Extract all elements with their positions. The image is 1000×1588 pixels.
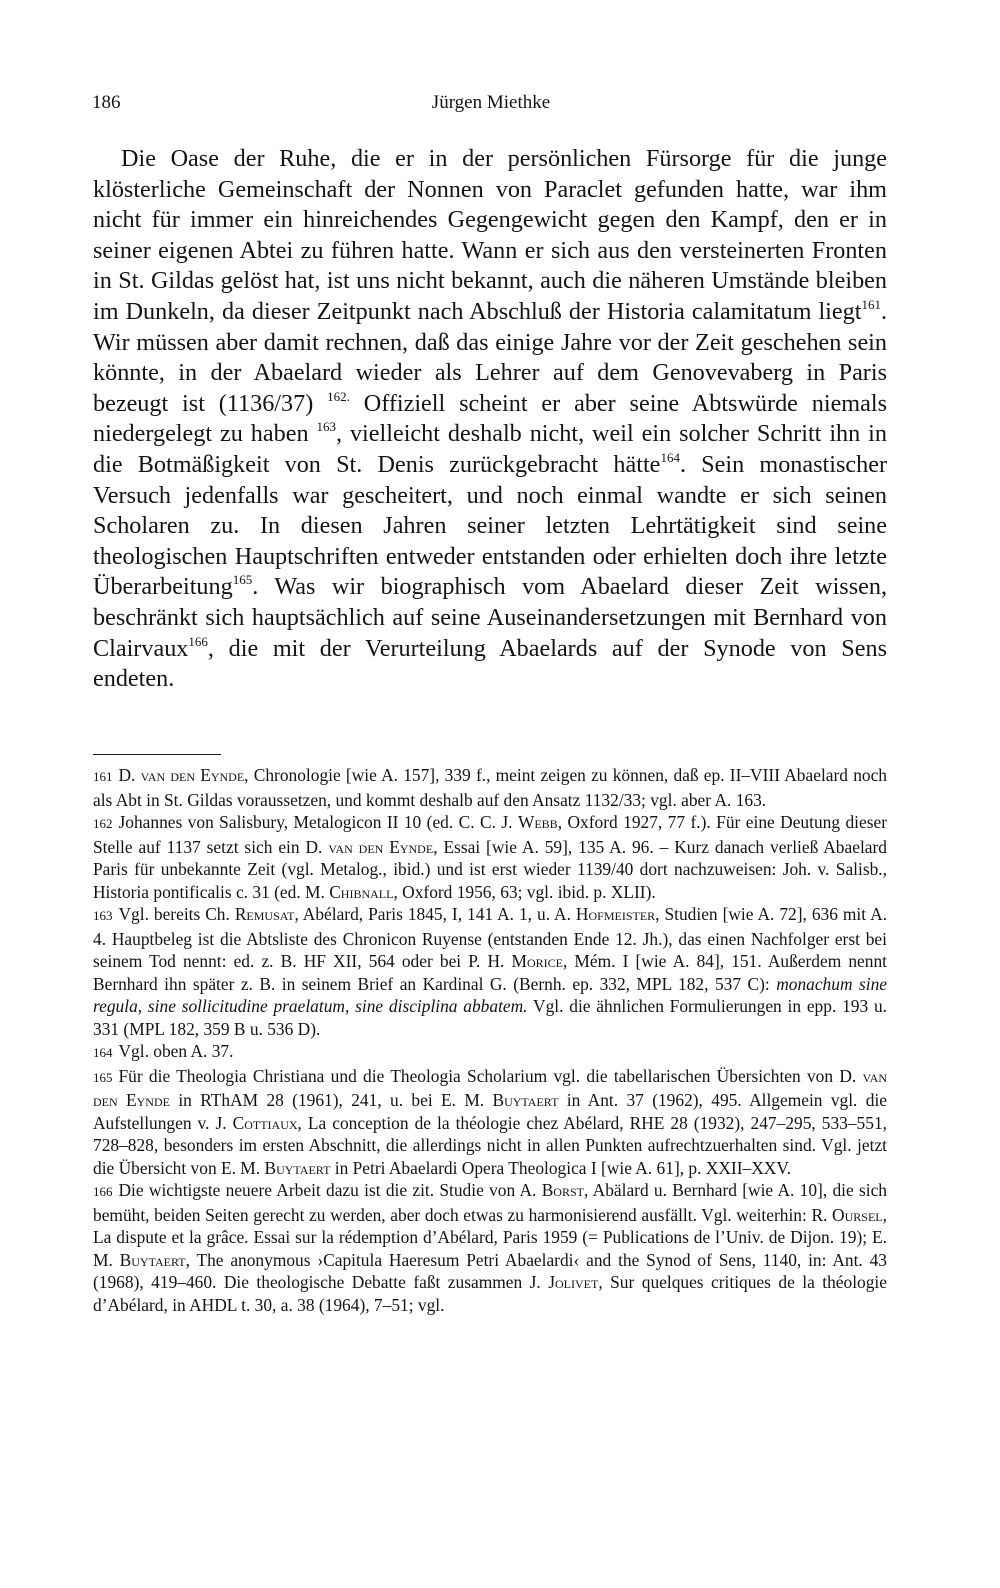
footnote-text: Vgl. oben A. 37.	[118, 1041, 234, 1061]
footnote-text: , Oxford 1927, 77 f.). Für eine Deutung dieser Stelle auf 1137 setzt sich ein D.	[93, 812, 887, 857]
footnote-ref: 166	[188, 633, 208, 649]
footnote-text: Johannes von Salisbury, Metalogicon II 10 (ed. C. C. J.	[118, 812, 513, 832]
page-number: 186	[92, 92, 121, 113]
footnote-163	[93, 903, 887, 1040]
footnote-number: 163	[93, 908, 113, 923]
footnote-text: , La dispute et la grâce. Essai sur la rédemption d’Abélard, Paris 1959 (= Publications de l’Univ. de Dijon. 19); E. M.	[93, 1204, 887, 1270]
footnote-ref: 163	[316, 419, 336, 435]
body-text-segment: . Sein monastischer Versuch jedenfalls war gescheitert, und noch einmal wandte er sich seinen Scholaren zu. In diesen Jahren seiner letzten Lehrtätigkeit sind seine theologischen Hauptschriften entweder entstanden oder erhielten doch ihre letzte Überarbeitung	[93, 450, 888, 601]
author-name: Remusat	[234, 904, 295, 924]
latin-quote-emphasis: sine disciplina abbatem.	[355, 996, 528, 1016]
footnote-164	[93, 1040, 887, 1065]
footnote-162	[93, 811, 887, 903]
footnote-number: 162	[93, 816, 113, 831]
footnote-number: 165	[93, 1069, 113, 1085]
footnote-text: , Abélard, Paris 1845, I, 141 A. 1, u. A.	[294, 904, 571, 924]
footnote-text: , Sur quelques critiques de la théologie d’Abélard, in AHDL t. 30, a. 38 (1964), 7–51; vgl.	[93, 1272, 887, 1315]
author-name: Buytaert	[492, 1090, 559, 1110]
footnote-number: 166	[93, 1184, 113, 1199]
footnotes	[93, 764, 887, 1316]
footnote-ref: 162.	[327, 388, 350, 404]
body-text-segment: Die Oase der Ruhe, die er in der persönlichen Fürsorge für die junge klösterliche Gemeinschaft der Nonnen von Paraclet gefunden hatte, war ihm nicht für immer ein hinreichendes Gegengewicht gegen den Kampf, den er in seiner eigenen Abtei zu führen hatte. Wann er sich aus den versteinerten Fronten in St. Gildas gelöst hat, ist uns nicht bekannt, auch die näheren Umstände bleiben im Dunkeln, da dieser Zeitpunkt nach Abschluß der Historia calamitatum liegt	[93, 145, 887, 325]
author-name: Jolivet	[548, 1272, 599, 1292]
author-name: van den Eynde	[328, 836, 434, 857]
body-text-segment: . Was wir biographisch vom Abaelard dieser Zeit wissen, beschränkt sich hauptsächlich auf seine Auseinandersetzungen mit Bernhard von Clairvaux	[93, 573, 887, 662]
footnote-161	[93, 764, 887, 811]
author-name: Webb	[517, 812, 558, 832]
footnote-text: , Oxford 1956, 63; vgl. ibid. p. XLII).	[393, 881, 656, 902]
footnote-text: D.	[118, 765, 136, 785]
footnote-text: Vgl. bereits Ch.	[118, 904, 230, 924]
page-header	[92, 92, 890, 116]
author-name: Hofmeister	[575, 904, 656, 924]
footnote-text: Die wichtigste neuere Arbeit dazu ist die zit. Studie von A.	[118, 1180, 537, 1200]
footnote-divider	[93, 754, 221, 755]
body-text-segment: Offiziell scheint er aber seine Abtswürde niemals niedergelegt zu haben	[93, 389, 887, 448]
footnote-number: 164	[93, 1045, 113, 1060]
author-name: Oursel	[832, 1204, 883, 1225]
footnote-text: in Petri Abaelardi Opera Theologica I [wie A. 61], p. XXII–XXV.	[334, 1157, 791, 1178]
author-name: Borst	[541, 1180, 584, 1200]
author-name: Buytaert	[264, 1157, 331, 1178]
author-name: Buytaert	[119, 1249, 186, 1270]
author-name: Chibnall	[329, 881, 394, 902]
footnote-ref: 164	[660, 449, 680, 465]
footnote-text: in Ant. 37 (1962), 495. Allgemein vgl. die Aufstellungen v. J.	[93, 1090, 887, 1133]
footnote-ref: 161	[861, 296, 881, 312]
footnote-ref: 165	[232, 572, 253, 588]
footnote-165	[93, 1065, 887, 1180]
footnote-text: , Studien [wie A. 72], 636 mit A. 4. Hauptbeleg ist die Abtsliste des Chronicon Ruyense (entstanden Ende 12. Jh.), das einen Nachfolger erst bei seinem Tod nennt: ed. z. B. HF XII, 564 oder bei P. H.	[93, 904, 887, 971]
footnote-text: , Mém. I [wie A. 84], 151. Außerdem nennt Bernhard ihn später z. B. in seinem Brief an Kardinal G. (Bernh. ep. 332, MPL 182, 537 C):	[93, 951, 887, 994]
author-name: van den Eynde	[93, 1065, 887, 1110]
footnote-number: 161	[93, 769, 113, 784]
footnote-text: , The anonymous ›Capitula Haeresum Petri Abaelardi‹ and the Synod of Sens, 1140, in: Ant. 43 (1968), 419–460. Die theologische Debatte faßt zusammen J.	[93, 1249, 887, 1292]
footnote-text: , La conception de la théologie chez Abélard, RHE 28 (1932), 247–295, 533–551, 728–828, besonders im ersten Abschnitt, die allerdings nicht in allen Punkten aufrechtzuerhalten sind. Vgl. jetzt die Übersicht von E. M.	[93, 1112, 887, 1178]
author-name: van den Eynde	[140, 765, 245, 785]
body-text-segment: , die mit der Verurteilung Abaelards auf der Synode von Sens endeten.	[93, 634, 887, 693]
footnote-text: in RThAM 28 (1961), 241, u. bei E. M.	[178, 1090, 485, 1110]
author-name: Cottiaux	[232, 1112, 298, 1133]
footnote-text: Vgl. die ähnlichen Formulierungen in epp. 193 u. 331 (MPL 182, 359 B u. 536 D).	[93, 996, 887, 1039]
footnote-text: , Essai [wie A. 59], 135 A. 96. – Kurz danach verließ Abaelard Paris für unbekannte Zeit (vgl. Metalog., ibid.) und ist erst wieder 1139/40 dort nachzuweisen: Joh. v. Salisb., Historia pontificalis c. 31 (ed. M.	[93, 836, 887, 902]
body-text-segment: , vielleicht deshalb nicht, weil ein solcher Schritt ihn in die Botmäßigkeit von St. Denis zurückgebracht hätte	[93, 420, 887, 478]
main-paragraph	[93, 144, 887, 695]
latin-quote: monachum sine regula, sine sollicitudine praelatum,	[93, 973, 887, 1016]
footnote-text: , Abälard u. Bernhard [wie A. 10], die sich bemüht, beiden Seiten gerecht zu werden, aber doch etwas zu harmonisierend ausfällt. Vgl. weiterhin: R.	[93, 1180, 887, 1225]
body-text-segment: . Wir müssen aber damit rechnen, daß das einige Jahre vor der Zeit geschehen sein könnte, in der Abaelard wieder als Lehrer auf dem Genovevaberg in Paris bezeugt ist (1136/37)	[93, 297, 887, 417]
author-name: Morice	[511, 951, 563, 971]
footnote-166	[93, 1179, 887, 1316]
footnote-text: , Chronologie [wie A. 157], 339 f., meint zeigen zu können, daß ep. II–VIII Abaelard noch als Abt in St. Gildas voraussetzen, und kommt deshalb auf den Ansatz 1132/33; vgl. aber A. 163.	[93, 765, 888, 810]
footnote-text: Für die Theologia Christiana und die Theologia Scholarium vgl. die tabellarischen Übersichten von D.	[118, 1065, 857, 1086]
running-head: Jürgen Miethke	[431, 92, 551, 113]
